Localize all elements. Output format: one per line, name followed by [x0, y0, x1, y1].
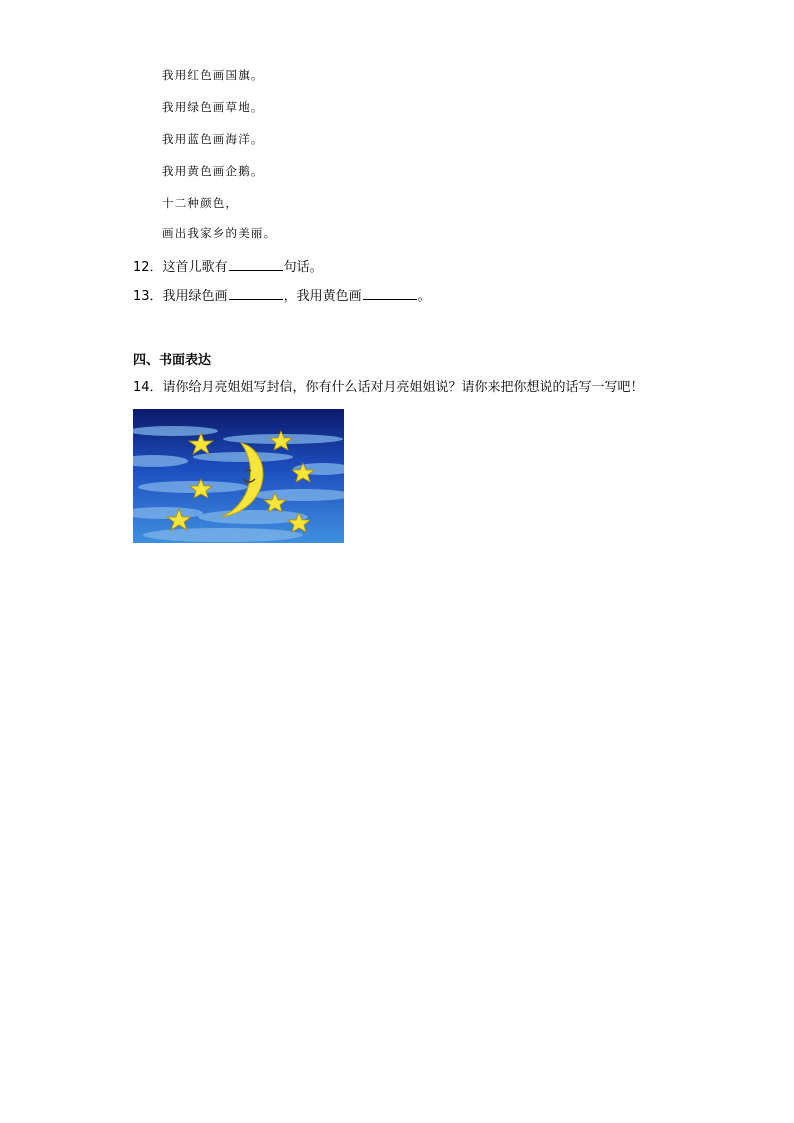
poem-line-5: 十二种颜色，	[162, 196, 239, 210]
poem-line-1: 我用红色画国旗。	[162, 68, 264, 82]
moon-and-stars-illustration	[133, 409, 344, 543]
poem-line-2: 我用绿色画草地。	[162, 100, 264, 114]
poem-line-3: 我用蓝色画海洋。	[162, 132, 264, 146]
poem-line-6: 画出我家乡的美丽。	[162, 226, 277, 240]
question-12-text-before: 这首儿歌有	[162, 260, 228, 275]
question-13	[133, 287, 431, 305]
section-title: 四、书面表达	[133, 353, 212, 368]
question-13-text-2: ，我用黄色画	[283, 289, 362, 304]
question-13-number: 13．	[133, 289, 163, 304]
poem-line-4: 我用黄色画企鹅。	[162, 164, 264, 178]
question-13-text-1: 我用绿色画	[162, 289, 228, 304]
question-12-text-after: 句话。	[283, 260, 323, 275]
question-12-number: 12．	[133, 260, 163, 275]
question-13-text-3: 。	[417, 289, 431, 304]
question-13-blank-1[interactable]	[229, 287, 283, 300]
question-14-prompt: 14．请你给月亮姐姐写封信，你有什么话对月亮姐姐说？请你来把你想说的话写一写吧！	[133, 380, 644, 395]
question-12-blank[interactable]	[229, 258, 283, 271]
question-13-blank-2[interactable]	[363, 287, 417, 300]
question-12	[133, 258, 323, 276]
